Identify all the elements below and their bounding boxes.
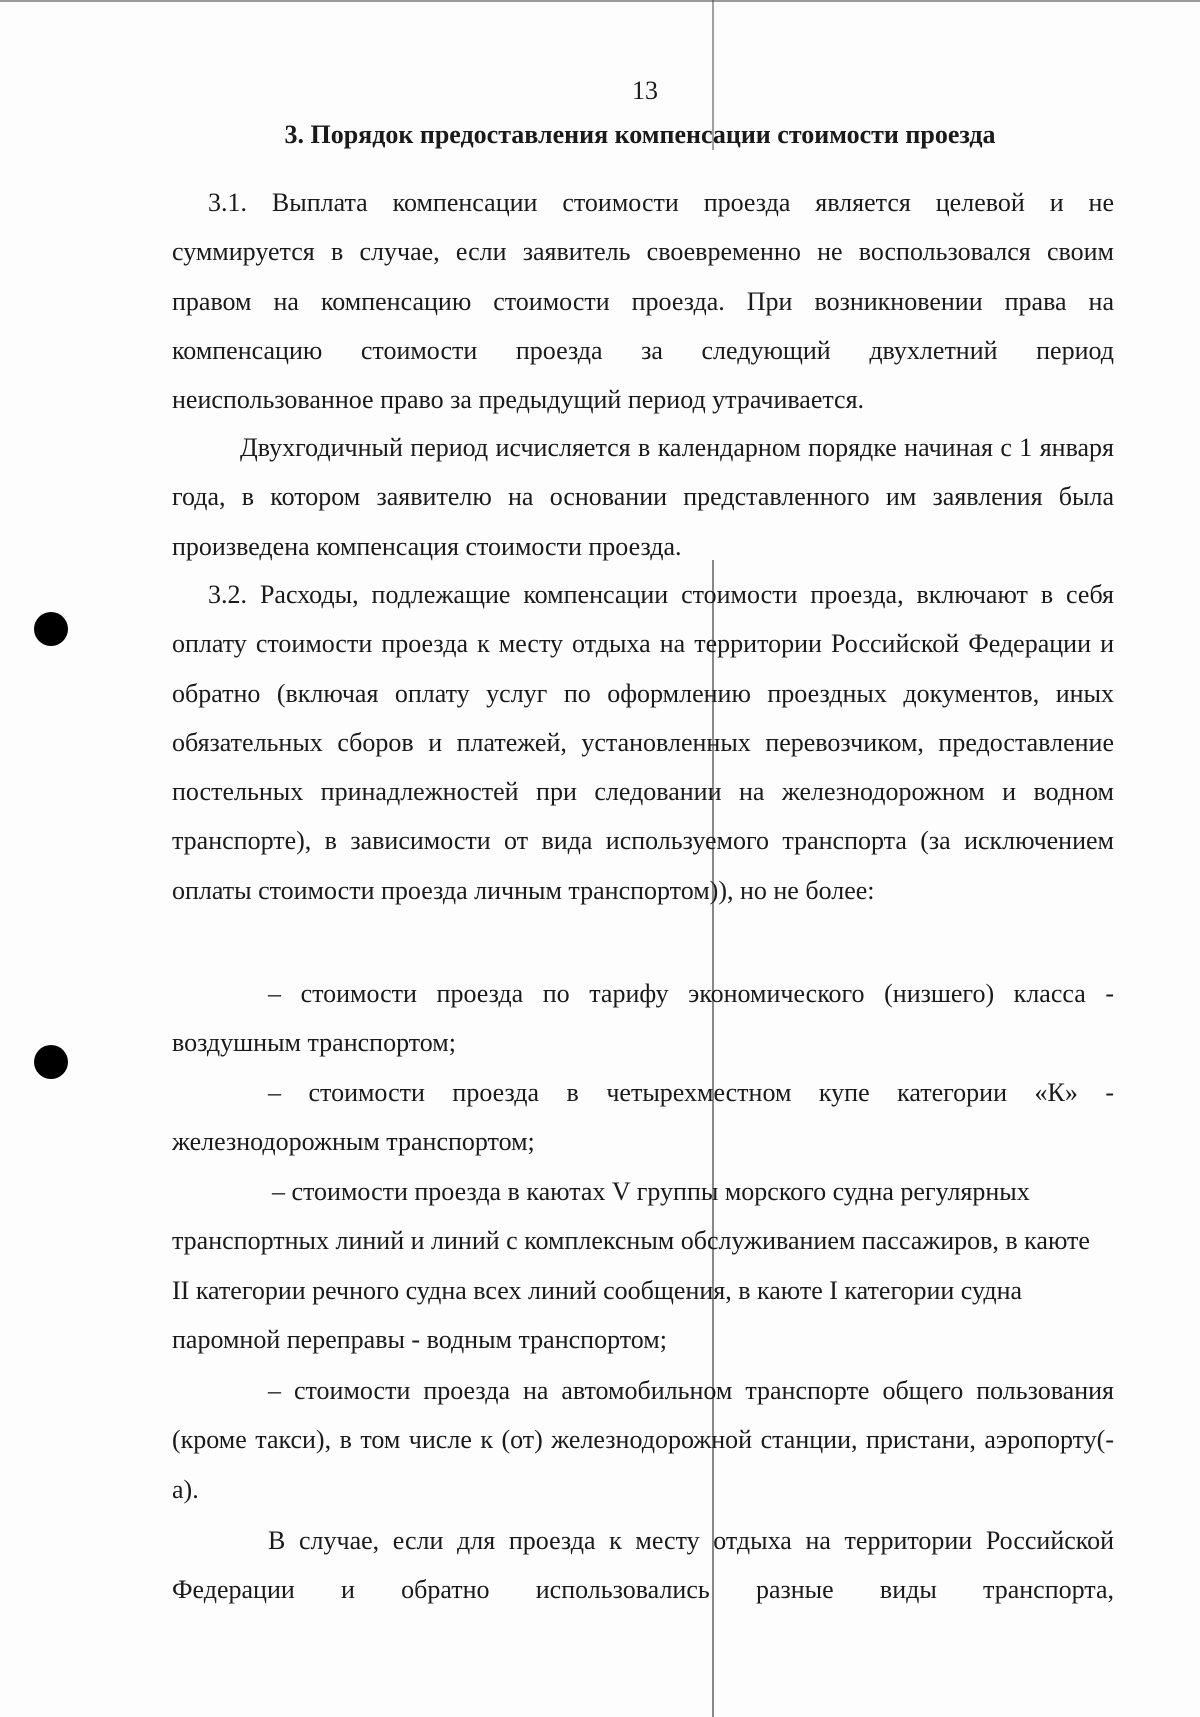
list-item-water: – стоимости проезда в каютах V группы морского судна регулярных транспортных линий и линий с комплексным обслуживанием пассажиров, в каюте II категории речного судна всех линий сообщения, в каюте I категории судна паромной переправы - водным транспортом; (172, 1177, 1090, 1354)
list-item-rail: – стоимости проезда в четырехместном купе категории «К» - железнодорожным транспортом; (172, 1078, 1114, 1157)
page-number: 13 (632, 76, 658, 105)
paragraph-3-2: 3.2. Расходы, подлежащие компенсации стоимости проезда, включают в себя оплату стоимости проезда к месту отдыха на территории Российской Федерации и обратно (включая оплату услуг по оформлению проездных документов, иных обязательных сборов и платежей, установленных перевозчиком, предоставление постельных принадлежностей при следовании на железнодорожном и водном транспорте), в зависимости от вида используемого транспорта (за исключением оплаты стоимости проезда личным транспортом)), но не более: (172, 580, 1114, 905)
paragraph-3-1: 3.1. Выплата компенсации стоимости проезда является целевой и не суммируется в случае, если заявитель своевременно не воспользовался своим правом на компенсацию стоимости проезда. При возникновении права на компенсацию стоимости проезда за следующий двухлетний период неиспользованное право за предыдущий период утрачивается. (172, 188, 1114, 415)
punch-hole (34, 1045, 68, 1079)
paragraph-mixed-transport: В случае, если для проезда к месту отдыха на территории Российской Федерации и обратно использовались разные виды транспорта, (172, 1526, 1114, 1605)
list-item-air: – стоимости проезда по тарифу экономического (низшего) класса - воздушным транспортом; (172, 979, 1114, 1058)
scan-edge-line (0, 0, 1200, 2)
list-item-road: – стоимости проезда на автомобильном транспорте общего пользования (кроме такси), в том числе к (от) железнодорожной станции, пристани, аэропорту(-а). (172, 1376, 1114, 1504)
section-title: 3. Порядок предоставления компенсации стоимости проезда (284, 120, 996, 149)
punch-hole (34, 612, 68, 646)
paragraph-two-year-period: Двухгодичный период исчисляется в календарном порядке начиная с 1 января года, в котором заявителю на основании представленного им заявления была произведена компенсация стоимости проезда. (172, 433, 1114, 561)
